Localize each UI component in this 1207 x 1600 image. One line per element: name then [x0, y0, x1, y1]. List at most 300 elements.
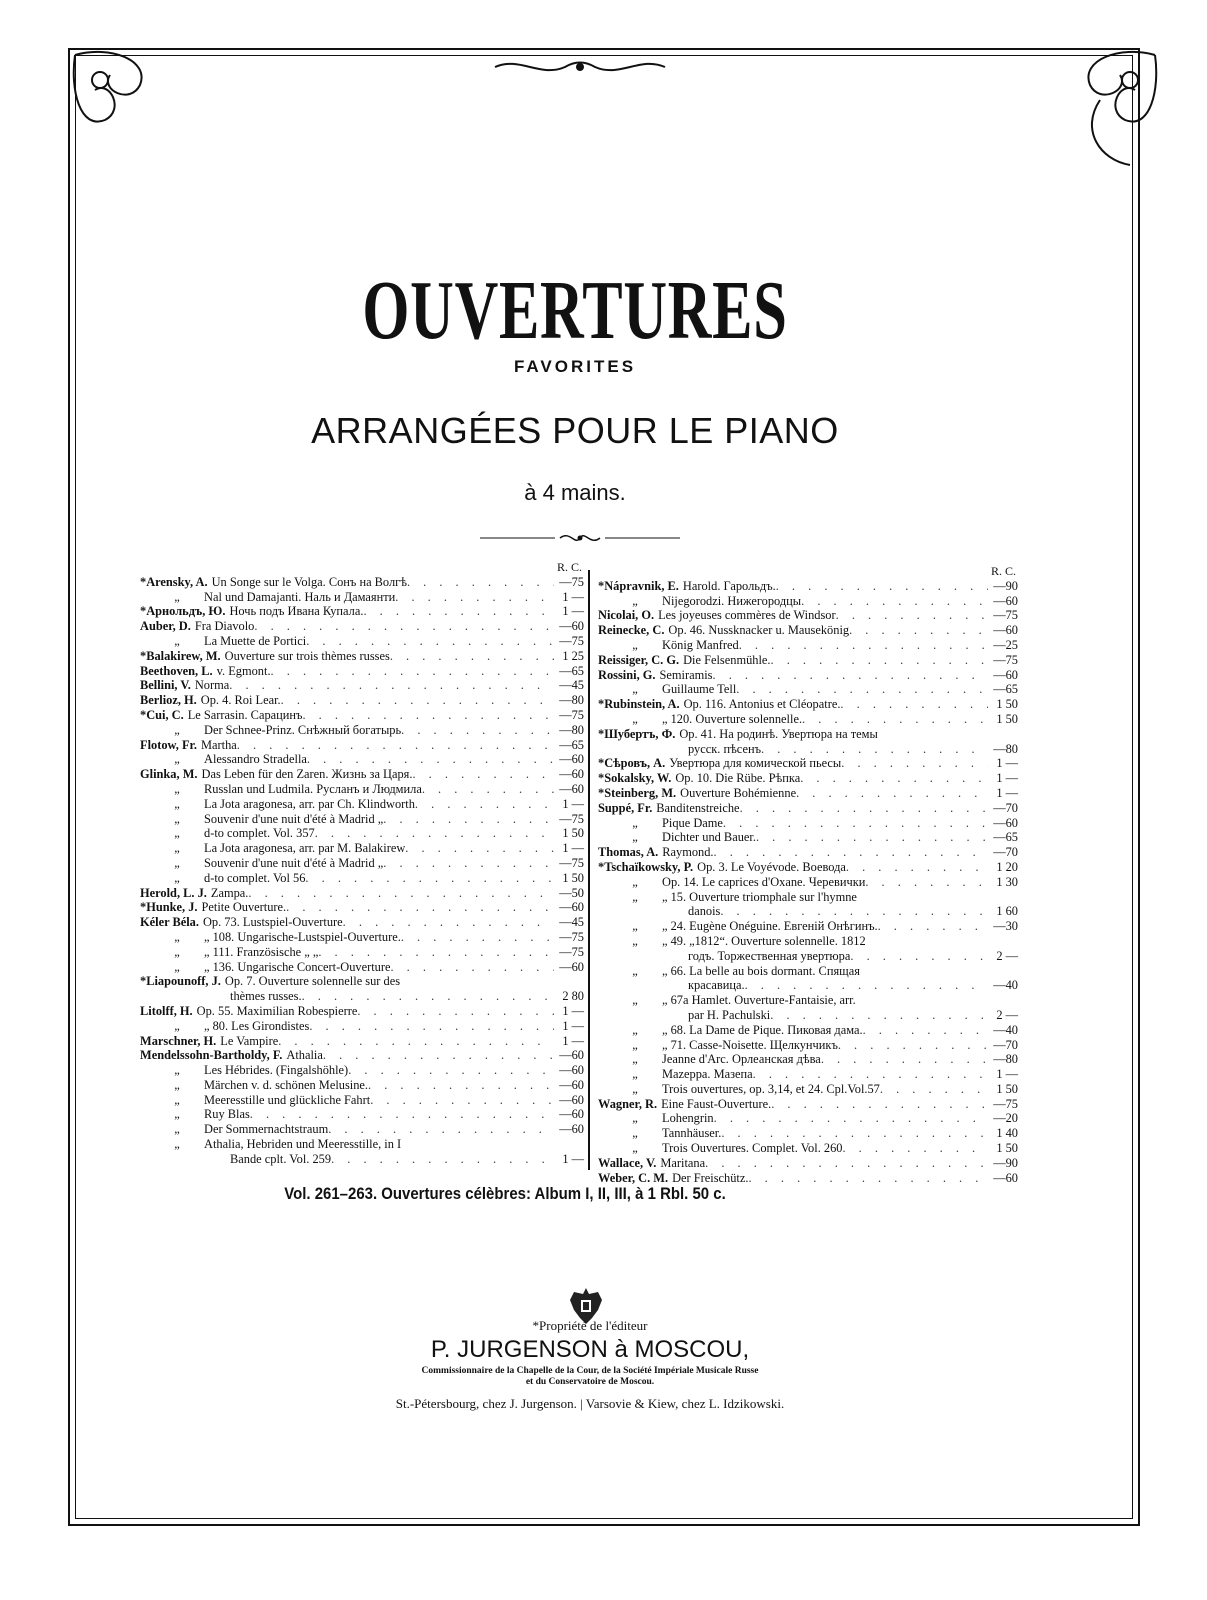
dot-leader: [721, 1126, 988, 1141]
work-title: Nal und Damajanti. Наль и Дамаянти: [204, 589, 396, 604]
price: 1 40: [996, 1126, 1018, 1141]
composer-name: *Hunke, J.: [140, 900, 198, 915]
list-item: [140, 812, 584, 827]
composer-name: Wallace, V.: [598, 1155, 657, 1170]
work-title: Увертюра для комической пьесы: [669, 756, 842, 771]
price: —60: [993, 623, 1018, 638]
list-item: [140, 767, 584, 782]
price: 1 —: [996, 756, 1018, 771]
dot-leader: [237, 738, 554, 753]
price: 1 25: [562, 648, 584, 663]
ditto-mark: „: [632, 1052, 638, 1067]
list-item: [598, 1038, 1018, 1053]
price: —75: [993, 608, 1018, 623]
list-item: [140, 604, 584, 619]
list-item: [140, 826, 584, 841]
list-item: [140, 900, 584, 915]
dot-leader: [395, 590, 554, 605]
composer-name: Bellini, V.: [140, 678, 191, 693]
ditto-mark: „: [174, 855, 180, 870]
list-item: [598, 964, 1018, 979]
composer-name: Herold, L. J.: [140, 885, 207, 900]
dot-leader: [302, 989, 554, 1004]
composer-name: Wagner, R.: [598, 1096, 658, 1111]
composer-name: *Сѣровъ, А.: [598, 756, 666, 771]
list-item: [140, 723, 584, 738]
composer-name: Thomas, A.: [598, 845, 659, 860]
work-title: d-to complet. Vol 56: [204, 870, 306, 885]
list-item: [598, 579, 1018, 594]
catalog-column-right: [598, 564, 1018, 1185]
price: —75: [559, 633, 584, 648]
work-title: v. Egmont.: [216, 663, 271, 678]
dot-leader: [248, 886, 554, 901]
price: —70: [993, 845, 1018, 860]
dot-leader: [229, 678, 554, 693]
ditto-mark: „: [632, 815, 638, 830]
list-item: [140, 738, 584, 753]
dot-leader: [405, 841, 554, 856]
list-item: [140, 797, 584, 812]
dot-leader: [357, 1004, 554, 1019]
work-title: Harold. Гарольдъ.: [682, 578, 776, 593]
list-item: [140, 619, 584, 634]
work-title: Der Sommernachtstraum: [204, 1122, 329, 1137]
list-item: [598, 668, 1018, 683]
list-item: [598, 727, 1018, 742]
list-item: [140, 886, 584, 901]
dot-leader: [714, 845, 988, 860]
work-title: Op. 7. Ouverture solennelle sur des: [224, 974, 401, 989]
list-item: [598, 875, 1018, 890]
work-title: Semiramis: [659, 667, 713, 682]
work-title: Op. 46. Nussknacker u. Mausekönig: [668, 623, 850, 638]
dot-leader: [309, 1019, 554, 1034]
price: —65: [559, 737, 584, 752]
dot-leader: [842, 1141, 988, 1156]
list-item: [598, 1082, 1018, 1097]
work-title: Raymond.: [662, 845, 714, 860]
currency-header: R. C.: [990, 564, 1016, 578]
dot-leader: [363, 604, 554, 619]
dot-leader: [331, 1152, 554, 1167]
list-item: [140, 590, 584, 605]
list-item: [598, 712, 1018, 727]
ditto-mark: „: [632, 993, 638, 1008]
list-item: [598, 801, 1018, 816]
composer-name: Mendelssohn-Bartholdy, F.: [140, 1048, 283, 1063]
price: —65: [993, 830, 1018, 845]
price: 1 —: [562, 796, 584, 811]
price: 2 —: [996, 948, 1018, 963]
work-title: Banditenstreiche: [656, 800, 740, 815]
corner-ornament-icon: [1040, 40, 1170, 180]
work-title: Pique Dame: [662, 815, 723, 830]
work-title: Norma: [194, 678, 230, 693]
ditto-mark: „: [632, 682, 638, 697]
dot-leader: [739, 638, 988, 653]
work-title: Lohengrin: [662, 1111, 714, 1126]
price: 1 —: [562, 841, 584, 856]
composer-name: *Liapounoff, J.: [140, 974, 221, 989]
ditto-mark: „: [174, 1122, 180, 1137]
work-title: Bande cplt. Vol. 259: [230, 1151, 332, 1166]
ditto-mark: „: [632, 830, 638, 845]
commission-line-1: Commissionnaire de la Chapelle de la Cour, de la Société Impériale Musicale Russe: [421, 1366, 759, 1376]
dot-leader: [278, 1034, 554, 1049]
work-title: „ 15. Ouverture triomphale sur l'hymne: [662, 889, 857, 904]
work-title: Ouverture sur trois thèmes russes: [224, 648, 390, 663]
work-title: Un Songe sur le Volga. Сонъ на Волгѣ: [211, 574, 407, 589]
price: —65: [559, 663, 584, 678]
list-item: [598, 697, 1018, 712]
dot-leader: [713, 668, 989, 683]
dot-leader: [250, 1107, 554, 1122]
work-title: „ 67a Hamlet. Ouverture-Fantaisie, arr.: [662, 993, 856, 1008]
publisher-name: P. JURGENSON à MOSCOU,: [430, 1336, 750, 1363]
dot-leader: [849, 623, 988, 638]
dot-leader: [370, 1093, 554, 1108]
list-item: [598, 949, 1018, 964]
composer-name: *Arensky, A.: [140, 574, 208, 589]
work-title: Op. 116. Antonius et Cléopatre.: [683, 697, 841, 712]
ditto-mark: „: [632, 593, 638, 608]
list-item: [598, 1008, 1018, 1023]
work-title: Tannhäuser.: [662, 1126, 722, 1141]
ditto-mark: „: [632, 1037, 638, 1052]
dot-leader: [383, 812, 554, 827]
dot-leader: [390, 649, 554, 664]
work-title: Zampa.: [210, 885, 249, 900]
ditto-mark: „: [174, 1092, 180, 1107]
work-title: „ 108. Ungarische-Lustspiel-Ouverture.: [204, 929, 401, 944]
price: —70: [993, 1037, 1018, 1052]
work-title: Op. 55. Maximilian Robespierre: [196, 1003, 358, 1018]
dot-leader: [401, 723, 554, 738]
composer-name: Auber, D.: [140, 619, 191, 634]
list-item: [140, 856, 584, 871]
dot-leader: [863, 1023, 988, 1038]
composer-name: *Balakirew, M.: [140, 648, 221, 663]
price: —60: [559, 1063, 584, 1078]
list-item: [598, 993, 1018, 1008]
work-title: d-to complet. Vol. 357: [204, 826, 315, 841]
dot-leader: [401, 930, 554, 945]
list-item: [140, 752, 584, 767]
price: —60: [559, 1048, 584, 1063]
list-item: [140, 1019, 584, 1034]
column-divider: [588, 570, 590, 1170]
ditto-mark: „: [632, 919, 638, 934]
list-item: [140, 1004, 584, 1019]
dot-leader: [740, 801, 988, 816]
list-item: [598, 816, 1018, 831]
list-item: [598, 771, 1018, 786]
work-title: Mazeppa. Мазепа: [662, 1067, 753, 1082]
ditto-mark: „: [174, 841, 180, 856]
work-title: „ 66. La belle au bois dormant. Спящая: [662, 963, 860, 978]
price: 1 50: [562, 870, 584, 885]
ditto-mark: „: [174, 589, 180, 604]
list-item: [140, 634, 584, 649]
composer-name: *Шубертъ, Ф.: [598, 726, 676, 741]
list-item: [140, 841, 584, 856]
list-item: [598, 742, 1018, 757]
ditto-mark: „: [632, 1081, 638, 1096]
list-item: [598, 786, 1018, 801]
ditto-mark: „: [174, 633, 180, 648]
work-title: Op. 10. Die Rübe. Рѣпка: [675, 771, 801, 786]
price: 1 —: [562, 1033, 584, 1048]
price: 1 50: [562, 826, 584, 841]
price: —75: [559, 855, 584, 870]
ditto-mark: „: [174, 944, 180, 959]
work-title: Die Felsenmühle.: [683, 652, 771, 667]
ditto-mark: „: [174, 781, 180, 796]
ditto-mark: „: [174, 1063, 180, 1078]
work-title: Ночь подъ Ивана Купала.: [229, 604, 364, 619]
work-title: La Muette de Portici: [204, 633, 307, 648]
branch-cities: St.-Pétersbourg, chez J. Jurgenson. | Varsovie & Kiew, chez L. Idzikowski.: [395, 1396, 785, 1411]
ditto-mark: „: [632, 711, 638, 726]
dot-leader: [771, 653, 988, 668]
composer-name: Rossini, G.: [598, 667, 656, 682]
composer-name: *Steinberg, M.: [598, 785, 677, 800]
dot-leader: [383, 856, 554, 871]
dot-leader: [705, 1156, 988, 1171]
work-title: Le Sarrasin. Сарацинъ: [187, 707, 303, 722]
price: —60: [559, 1092, 584, 1107]
dot-leader: [412, 767, 554, 782]
dot-leader: [776, 579, 988, 594]
ditto-mark: „: [632, 874, 638, 889]
ditto-mark: „: [174, 1107, 180, 1122]
composer-name: Nicolai, O.: [598, 608, 655, 623]
composer-name: Beethoven, L.: [140, 663, 213, 678]
list-item: [140, 930, 584, 945]
price: —60: [993, 1170, 1018, 1185]
ditto-mark: „: [174, 826, 180, 841]
dot-leader: [838, 1038, 988, 1053]
property-note: *Propriété de l'éditeur: [532, 1318, 648, 1333]
list-item: [140, 1048, 584, 1063]
price: —75: [993, 652, 1018, 667]
divider-ornament-icon: [480, 530, 680, 546]
work-title: русск. пѣсенъ: [688, 741, 761, 756]
page-title: OUVERTURES: [362, 264, 788, 357]
price: 1 —: [562, 1003, 584, 1018]
work-title: Op. 73. Lustspiel-Ouverture: [202, 915, 343, 930]
list-item: [598, 638, 1018, 653]
dot-leader: [771, 1097, 988, 1112]
work-title: Athalia, Hebriden und Meeresstille, in I: [204, 1137, 402, 1152]
ditto-mark: „: [632, 637, 638, 652]
price: —60: [559, 619, 584, 634]
dot-leader: [840, 697, 988, 712]
list-item: [598, 756, 1018, 771]
dot-leader: [756, 830, 988, 845]
price: —70: [993, 800, 1018, 815]
list-item: [140, 989, 584, 1004]
price: —80: [559, 693, 584, 708]
dot-leader: [348, 1063, 554, 1078]
work-title: „ 49. „1812“. Ouverture solennelle. 1812: [662, 933, 866, 948]
composer-name: *Nápravnik, E.: [598, 578, 679, 593]
list-item: [140, 649, 584, 664]
ditto-mark: „: [174, 929, 180, 944]
dot-leader: [306, 634, 554, 649]
price: —80: [993, 1052, 1018, 1067]
list-item: [598, 608, 1018, 623]
dot-leader: [343, 915, 554, 930]
work-title: Meeresstille und glückliche Fahrt: [204, 1092, 371, 1107]
list-item: [140, 1078, 584, 1093]
list-item: [598, 978, 1018, 993]
work-title: Maritana: [660, 1155, 706, 1170]
ditto-mark: „: [632, 1111, 638, 1126]
list-item: [598, 1126, 1018, 1141]
ditto-mark: „: [174, 959, 180, 974]
work-title: Souvenir d'une nuit d'été à Madrid „: [204, 811, 384, 826]
work-title: La Jota aragonesa, arr. par M. Balakirew: [204, 841, 406, 856]
work-title: „ 24. Eugène Onéguine. Евгеній Онѣгинъ.: [662, 919, 878, 934]
list-item: [140, 974, 584, 989]
price: —75: [559, 707, 584, 722]
list-item: [598, 653, 1018, 668]
list-item: [140, 1034, 584, 1049]
work-title: Jeanne d'Arc. Орлеанская дѣва: [662, 1052, 821, 1067]
dot-leader: [745, 978, 988, 993]
list-item: [598, 845, 1018, 860]
price: —30: [993, 919, 1018, 934]
dot-leader: [736, 682, 988, 697]
composer-name: *Cui, C.: [140, 707, 184, 722]
price: —80: [993, 741, 1018, 756]
list-item: [598, 1023, 1018, 1038]
list-item: [140, 708, 584, 723]
list-item: [598, 1156, 1018, 1171]
work-title: Athalia: [286, 1048, 323, 1063]
work-title: Der Schnee-Prinz. Снѣжный богатырь: [204, 722, 402, 737]
price: 1 —: [996, 785, 1018, 800]
list-item: [140, 1063, 584, 1078]
dot-leader: [302, 708, 554, 723]
dot-leader: [878, 919, 988, 934]
composer-name: Reissiger, C. G.: [598, 652, 680, 667]
dot-leader: [254, 619, 554, 634]
dot-leader: [796, 786, 988, 801]
composer-name: Berlioz, H.: [140, 693, 197, 708]
dot-leader: [761, 742, 988, 757]
composer-name: *Tschaïkowsky, P.: [598, 859, 694, 874]
work-title: Op. 3. Le Voyévode. Воевода: [697, 859, 846, 874]
work-title: par H. Pachulski: [688, 1007, 771, 1022]
top-ornament-icon: [490, 56, 670, 78]
commission-line-2: et du Conservatoire de Moscou.: [525, 1377, 655, 1387]
work-title: годъ. Торжественная увертюра: [688, 948, 851, 963]
ditto-mark: „: [174, 722, 180, 737]
price: 1 —: [996, 1067, 1018, 1082]
price: —60: [559, 1107, 584, 1122]
dot-leader: [850, 949, 988, 964]
work-title: „ 120. Ouverture solennelle.: [662, 711, 803, 726]
work-title: „ 68. La Dame de Pique. Пиковая дама.: [662, 1022, 863, 1037]
work-title: Martha: [201, 737, 237, 752]
price: —75: [559, 574, 584, 589]
currency-header: R. C.: [556, 560, 582, 574]
work-title: „ 71. Casse-Noisette. Щелкунчикъ: [662, 1037, 838, 1052]
price: —45: [559, 678, 584, 693]
ditto-mark: „: [632, 933, 638, 948]
dot-leader: [315, 826, 554, 841]
list-item: [598, 1097, 1018, 1112]
list-item: [598, 1067, 1018, 1082]
list-item: [598, 1052, 1018, 1067]
work-title: Ouverture Bohémienne: [680, 785, 797, 800]
list-item: [140, 678, 584, 693]
dot-leader: [422, 782, 554, 797]
album-note: Vol. 261–263. Ouvertures célèbres: Album I, II, III, à 1 Rbl. 50 c.: [284, 1184, 726, 1203]
dot-leader: [368, 1078, 554, 1093]
hands-heading: à 4 mains.: [524, 480, 626, 505]
work-title: Op. 14. Le caprices d'Oxane. Черевички: [662, 874, 866, 889]
dot-leader: [390, 960, 554, 975]
price: 1 30: [996, 874, 1018, 889]
dot-leader: [846, 860, 988, 875]
price: 1 —: [562, 1018, 584, 1033]
list-item: [140, 1093, 584, 1108]
dot-leader: [281, 693, 554, 708]
price: —75: [559, 944, 584, 959]
price: 1 —: [562, 1151, 584, 1166]
ditto-mark: „: [632, 1067, 638, 1082]
price: 1 50: [996, 697, 1018, 712]
work-title: Nijegorodzi. Нижегородцы: [662, 593, 802, 608]
work-title: König Manfred: [662, 637, 739, 652]
composer-name: Suppé, Fr.: [598, 800, 653, 815]
ditto-mark: „: [174, 1077, 180, 1092]
work-title: Les joyeuses commères de Windsor: [658, 608, 836, 623]
work-title: Petite Ouverture.: [201, 900, 287, 915]
dot-leader: [415, 797, 554, 812]
list-item: [140, 960, 584, 975]
work-title: Trois ouvertures, op. 3,14, et 24. Cpl.Vol.57: [662, 1081, 880, 1096]
price: —45: [559, 915, 584, 930]
ditto-mark: „: [174, 1137, 180, 1152]
price: —50: [559, 885, 584, 900]
work-title: Alessandro Stradella: [204, 752, 307, 767]
price: 2 80: [562, 989, 584, 1004]
list-item: [140, 1137, 584, 1152]
list-item: [140, 915, 584, 930]
composer-name: Kéler Béla.: [140, 915, 199, 930]
composer-name: Marschner, H.: [140, 1033, 217, 1048]
price: —75: [559, 811, 584, 826]
price: 1 20: [996, 859, 1018, 874]
price: —65: [993, 682, 1018, 697]
work-title: thèmes russes.: [230, 989, 302, 1004]
price: —60: [559, 959, 584, 974]
ditto-mark: „: [174, 752, 180, 767]
work-title: Der Freischütz.: [672, 1170, 749, 1185]
dot-leader: [821, 1052, 988, 1067]
dot-leader: [802, 712, 988, 727]
work-title: Le Vampire: [220, 1033, 279, 1048]
list-item: [140, 575, 584, 590]
dot-leader: [865, 875, 988, 890]
work-title: „ 111. Französische „ „: [204, 944, 319, 959]
dot-leader: [328, 1122, 554, 1137]
